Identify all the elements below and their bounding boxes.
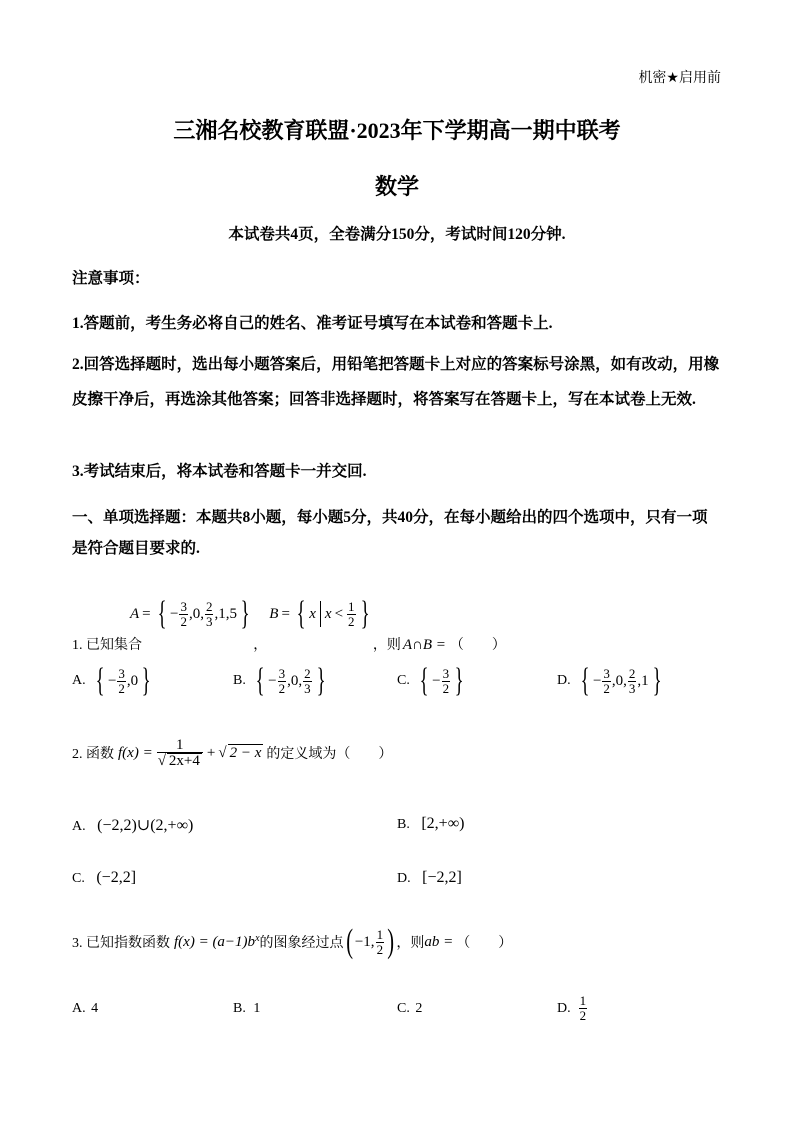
q1-intersect: A∩B = (402, 637, 446, 653)
q1-frac-b: $\frac{2}{3}$ (205, 598, 213, 629)
exam-info: 本试卷共4页，全卷满分150分，考试时间120分钟. (228, 226, 566, 243)
q3-option-d[interactable]: D. $\frac{1}{2}$ (557, 993, 587, 1023)
q3-exp: x (255, 933, 260, 944)
q2-func: f(x) = (118, 744, 153, 761)
q1-option-b[interactable]: B. { − $\frac{3}{2}$ ,0, $\frac{2}{3}$ } (233, 662, 326, 699)
question-2: 2. 函数 f(x) = $\frac{1}{√ 2x+4}$ + √ 2 − x 的定义域为（ ） (72, 737, 393, 769)
q2-suffix: 的定义域为（ ） (266, 747, 393, 762)
q2-option-b[interactable]: B. [2,+∞) (397, 815, 465, 832)
q3-suffix: ，则 (396, 936, 425, 951)
q3-option-c[interactable]: C. 2 (397, 1001, 423, 1016)
set-a-name: A (130, 605, 140, 622)
q1-frac-a: $\frac{3}{2}$ (180, 598, 187, 629)
q2-frac: $\frac{1}{√ 2x+4}$ (157, 738, 203, 768)
q3-prefix: 3. 已知指数函数 (72, 936, 170, 951)
section-1-heading: 一、单项选择题：本题共8小题，每小题5分，共40分，在每小题给出的四个选项中，只有一项是符合题目要求的. (72, 509, 708, 557)
q1-blank: （ ） (449, 638, 506, 653)
q1-option-d[interactable]: D. { − $\frac{3}{2}$ ,0, $\frac{2}{3}$ ,1 } (557, 662, 662, 699)
q3-point: ( −1, $\frac{1}{2}$ ) (345, 923, 395, 960)
confidential-label: 机密★启用前 (638, 70, 721, 86)
q3-option-a[interactable]: A. 4 (72, 1001, 99, 1016)
exam-title: 三湘名校教育联盟·2023年下学期高一期中联考 (173, 118, 621, 143)
q1-prefix: 1. 已知集合 (72, 638, 142, 653)
set-b-name: B (269, 605, 279, 622)
q3-func: f(x) = (a−1)b (174, 933, 256, 950)
q2-option-d[interactable]: D. [−2,2] (397, 869, 462, 886)
q2-sqrt: 2 − x (229, 745, 262, 761)
q3-blank: （ ） (456, 936, 513, 951)
q1-comma: ， (253, 638, 268, 653)
q1-set-b: B = { x x < $\frac{1}{2}$ } (269, 595, 370, 632)
q1-set-a: A = { − $\frac{3}{2}$ , 0 , $\frac{2}{3}$ , 1 , 5 } (130, 595, 250, 632)
note-item-2: 2.回答选择题时，选出每小题答案后，用铅笔把答题卡上对应的答案标号涂黑，如有改动，用橡皮擦干净后，再选涂其他答案；回答非选择题时，将答案写在答题卡上，写在本试卷上无效. (72, 356, 720, 408)
q3-ab: ab = (424, 933, 454, 950)
question-3 (72, 925, 512, 959)
q1-option-a[interactable]: A. { − $\frac{3}{2}$ ,0 } (72, 662, 151, 699)
q1-frac-b-cond: $\frac{1}{2}$ (348, 598, 355, 629)
q2-prefix: 2. 函数 (72, 747, 114, 762)
q3-mid: 的图象经过点 (259, 936, 344, 951)
notes-heading: 注意事项： (72, 270, 150, 287)
question-1 (72, 590, 506, 660)
note-item-1: 1.答题前，考生务必将自己的姓名、准考证号填写在本试卷和答题卡上. (72, 315, 553, 332)
q3-option-b[interactable]: B. 1 (233, 1001, 261, 1016)
subject-title: 数学 (374, 174, 419, 199)
note-item-3: 3.考试结束后，将本试卷和答题卡一并交回. (72, 463, 367, 480)
q2-option-c[interactable]: C. (−2,2] (72, 869, 137, 886)
q1-suffix: ，则 (372, 638, 401, 653)
q1-option-c[interactable]: C. { − $\frac{3}{2}$ } (397, 662, 464, 699)
q2-option-a[interactable]: A. (−2,2)∪(2,+∞) (72, 817, 194, 834)
